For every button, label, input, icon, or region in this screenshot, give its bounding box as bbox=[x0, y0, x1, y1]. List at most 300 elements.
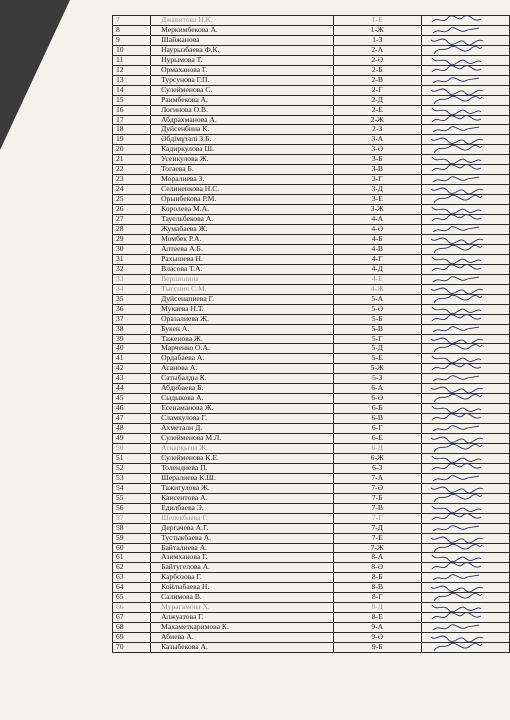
table-row bbox=[113, 135, 510, 145]
teacher-name: Мурагамова Х. bbox=[151, 603, 333, 613]
signature-cell bbox=[421, 16, 509, 26]
class-code: 5-Б bbox=[333, 314, 421, 324]
table-row bbox=[113, 503, 510, 513]
class-code: 3-Г bbox=[333, 175, 421, 185]
row-number: 42 bbox=[113, 364, 151, 374]
row-number: 54 bbox=[113, 483, 151, 493]
handwritten-signature bbox=[430, 354, 485, 364]
handwritten-signature bbox=[430, 215, 485, 225]
teacher-name: Дуйсенапиева Г. bbox=[151, 294, 333, 304]
handwritten-signature bbox=[430, 145, 485, 155]
signature-cell bbox=[421, 533, 509, 543]
signature-cell bbox=[421, 175, 509, 185]
class-code: 2-В bbox=[333, 75, 421, 85]
handwritten-signature bbox=[430, 503, 485, 513]
handwritten-signature bbox=[430, 125, 485, 135]
row-number: 8 bbox=[113, 25, 151, 35]
class-code: 6-Ә bbox=[333, 394, 421, 404]
teacher-name: Абдрахманова А. bbox=[151, 115, 333, 125]
teacher-name: Азимханова Г. bbox=[151, 553, 333, 563]
teacher-name: Шералиева К.Ш. bbox=[151, 473, 333, 483]
class-code: 2-Е bbox=[333, 105, 421, 115]
handwritten-signature bbox=[430, 314, 485, 324]
handwritten-signature bbox=[430, 364, 485, 374]
teacher-name: Шайжанова bbox=[151, 35, 333, 45]
class-code: 2-Г bbox=[333, 85, 421, 95]
signature-cell bbox=[421, 453, 509, 463]
signature-cell bbox=[421, 254, 509, 264]
signature-cell bbox=[421, 45, 509, 55]
teacher-name: Махаметкаримова К. bbox=[151, 623, 333, 633]
signature-cell bbox=[421, 613, 509, 623]
teacher-name: Джавитова Н.К. bbox=[151, 16, 333, 26]
row-number: 23 bbox=[113, 175, 151, 185]
row-number: 62 bbox=[113, 563, 151, 573]
signature-cell bbox=[421, 563, 509, 573]
table-row bbox=[113, 105, 510, 115]
teacher-name: Байтугелова А. bbox=[151, 563, 333, 573]
table-row bbox=[113, 414, 510, 424]
teacher-name: Букен А. bbox=[151, 324, 333, 334]
class-code: 5-З bbox=[333, 374, 421, 384]
teacher-name: Жумабаева Ж. bbox=[151, 225, 333, 235]
class-code: 7-Ж bbox=[333, 543, 421, 553]
handwritten-signature bbox=[430, 493, 485, 503]
row-number: 21 bbox=[113, 155, 151, 165]
class-code: 7-В bbox=[333, 503, 421, 513]
table-row bbox=[113, 95, 510, 105]
table-row bbox=[113, 35, 510, 45]
row-number: 48 bbox=[113, 424, 151, 434]
class-code: 6-Г bbox=[333, 424, 421, 434]
class-code: 6-А bbox=[333, 384, 421, 394]
class-code: 1-Е bbox=[333, 16, 421, 26]
teacher-name: Абдибаева Б. bbox=[151, 384, 333, 394]
signature-cell bbox=[421, 284, 509, 294]
signature-cell bbox=[421, 135, 509, 145]
teacher-name: Шепекбаева Г. bbox=[151, 513, 333, 523]
handwritten-signature bbox=[430, 463, 485, 473]
table-row bbox=[113, 434, 510, 444]
class-code: 4-Ж bbox=[333, 284, 421, 294]
row-number: 15 bbox=[113, 95, 151, 105]
class-code: 5-В bbox=[333, 324, 421, 334]
row-number: 70 bbox=[113, 643, 151, 653]
handwritten-signature bbox=[430, 135, 485, 145]
signature-cell bbox=[421, 583, 509, 593]
teacher-name: Моралиева З. bbox=[151, 175, 333, 185]
handwritten-signature bbox=[430, 344, 485, 354]
teacher-name: Оразалиева Ж. bbox=[151, 314, 333, 324]
handwritten-signature bbox=[430, 473, 485, 483]
row-number: 39 bbox=[113, 334, 151, 344]
signature-cell bbox=[421, 434, 509, 444]
teacher-name: Толендиева П. bbox=[151, 463, 333, 473]
class-code: 8-А bbox=[333, 553, 421, 563]
teacher-name: Есенаманова Ж. bbox=[151, 404, 333, 414]
handwritten-signature bbox=[430, 234, 485, 244]
class-code: 3-Е bbox=[333, 195, 421, 205]
row-number: 52 bbox=[113, 463, 151, 473]
class-code: 4-В bbox=[333, 244, 421, 254]
table-row bbox=[113, 533, 510, 543]
handwritten-signature bbox=[430, 553, 485, 563]
class-code: 3-Д bbox=[333, 185, 421, 195]
table-row bbox=[113, 513, 510, 523]
class-code: 1-З bbox=[333, 35, 421, 45]
table-row bbox=[113, 324, 510, 334]
handwritten-signature bbox=[430, 115, 485, 125]
class-code: 4-А bbox=[333, 215, 421, 225]
handwritten-signature bbox=[430, 543, 485, 553]
row-number: 53 bbox=[113, 473, 151, 483]
class-code: 8-В bbox=[333, 583, 421, 593]
handwritten-signature bbox=[430, 603, 485, 613]
table-row bbox=[113, 185, 510, 195]
class-code: 6-З bbox=[333, 463, 421, 473]
table-row bbox=[113, 633, 510, 643]
table-row bbox=[113, 483, 510, 493]
class-code: 6-Е bbox=[333, 434, 421, 444]
handwritten-signature bbox=[430, 613, 485, 623]
signature-cell bbox=[421, 155, 509, 165]
row-number: 56 bbox=[113, 503, 151, 513]
signature-cell bbox=[421, 593, 509, 603]
signature-cell bbox=[421, 404, 509, 414]
row-number: 55 bbox=[113, 493, 151, 503]
signature-cell bbox=[421, 493, 509, 503]
table-row bbox=[113, 304, 510, 314]
row-number: 67 bbox=[113, 613, 151, 623]
teacher-name: Койлыбаева Н. bbox=[151, 583, 333, 593]
class-code: 2-Д bbox=[333, 95, 421, 105]
teacher-name: Карбозова Г. bbox=[151, 573, 333, 583]
handwritten-signature bbox=[430, 254, 485, 264]
row-number: 13 bbox=[113, 75, 151, 85]
teacher-name: Кадиркулова Ш. bbox=[151, 145, 333, 155]
handwritten-signature bbox=[430, 185, 485, 195]
handwritten-signature bbox=[430, 175, 485, 185]
handwritten-signature bbox=[430, 623, 485, 633]
row-number: 29 bbox=[113, 234, 151, 244]
class-code: 5-Е bbox=[333, 354, 421, 364]
teacher-name: Сулейменова К.Е. bbox=[151, 453, 333, 463]
table-row bbox=[113, 473, 510, 483]
class-code: 8-Г bbox=[333, 593, 421, 603]
table-row bbox=[113, 274, 510, 284]
signature-cell bbox=[421, 185, 509, 195]
class-code: 4-Б bbox=[333, 234, 421, 244]
table-row bbox=[113, 394, 510, 404]
row-number: 69 bbox=[113, 633, 151, 643]
row-number: 40 bbox=[113, 344, 151, 354]
table-row bbox=[113, 244, 510, 254]
handwritten-signature bbox=[430, 85, 485, 95]
row-number: 9 bbox=[113, 35, 151, 45]
table-row bbox=[113, 603, 510, 613]
row-number: 68 bbox=[113, 623, 151, 633]
signature-cell bbox=[421, 55, 509, 65]
teacher-name: Кансеитова А. bbox=[151, 493, 333, 503]
row-number: 49 bbox=[113, 434, 151, 444]
handwritten-signature bbox=[430, 55, 485, 65]
handwritten-signature bbox=[430, 274, 485, 284]
class-code: 6-Ж bbox=[333, 453, 421, 463]
teacher-name: Логинова О.В. bbox=[151, 105, 333, 115]
class-code: 5-Д bbox=[333, 344, 421, 354]
table-row bbox=[113, 374, 510, 384]
handwritten-signature bbox=[430, 205, 485, 215]
handwritten-signature bbox=[430, 155, 485, 165]
class-code: 7-Ә bbox=[333, 483, 421, 493]
class-code: 9-Ә bbox=[333, 633, 421, 643]
row-number: 16 bbox=[113, 105, 151, 115]
signature-cell bbox=[421, 125, 509, 135]
handwritten-signature bbox=[430, 324, 485, 334]
signature-cell bbox=[421, 274, 509, 284]
row-number: 27 bbox=[113, 215, 151, 225]
table-row bbox=[113, 404, 510, 414]
handwritten-signature bbox=[430, 284, 485, 294]
teacher-name: Сыдыкова А. bbox=[151, 394, 333, 404]
table-row bbox=[113, 294, 510, 304]
signature-cell bbox=[421, 424, 509, 434]
row-number: 51 bbox=[113, 453, 151, 463]
handwritten-signature bbox=[430, 334, 485, 344]
class-code: 5-Ж bbox=[333, 364, 421, 374]
handwritten-signature bbox=[430, 195, 485, 205]
teacher-name: Тысснич С.М. bbox=[151, 284, 333, 294]
signature-cell bbox=[421, 85, 509, 95]
table-row bbox=[113, 145, 510, 155]
signature-cell bbox=[421, 225, 509, 235]
handwritten-signature bbox=[430, 95, 485, 105]
row-number: 50 bbox=[113, 443, 151, 453]
teacher-name: Салимова В. bbox=[151, 593, 333, 603]
handwritten-signature bbox=[430, 384, 485, 394]
handwritten-signature bbox=[430, 394, 485, 404]
roster-body bbox=[113, 16, 510, 653]
class-code: 8-Е bbox=[333, 613, 421, 623]
teacher-name: Абиева А. bbox=[151, 633, 333, 643]
row-number: 20 bbox=[113, 145, 151, 155]
row-number: 30 bbox=[113, 244, 151, 254]
handwritten-signature bbox=[430, 573, 485, 583]
row-number: 63 bbox=[113, 573, 151, 583]
signature-cell bbox=[421, 334, 509, 344]
signature-cell bbox=[421, 384, 509, 394]
class-code: 6-В bbox=[333, 414, 421, 424]
row-number: 45 bbox=[113, 394, 151, 404]
teacher-name: Наурызбаева Ф.К. bbox=[151, 45, 333, 55]
signature-cell bbox=[421, 65, 509, 75]
table-row bbox=[113, 384, 510, 394]
table-row bbox=[113, 543, 510, 553]
handwritten-signature bbox=[430, 583, 485, 593]
table-row bbox=[113, 344, 510, 354]
row-number: 19 bbox=[113, 135, 151, 145]
handwritten-signature bbox=[430, 225, 485, 235]
class-code: 4-Е bbox=[333, 274, 421, 284]
table-row bbox=[113, 75, 510, 85]
handwritten-signature bbox=[430, 244, 485, 254]
class-code: 5-А bbox=[333, 294, 421, 304]
handwritten-signature bbox=[430, 483, 485, 493]
row-number: 22 bbox=[113, 165, 151, 175]
signature-cell bbox=[421, 463, 509, 473]
row-number: 66 bbox=[113, 603, 151, 613]
class-code: 6-Б bbox=[333, 404, 421, 414]
signature-cell bbox=[421, 314, 509, 324]
teacher-name: Марченко О.А. bbox=[151, 344, 333, 354]
row-number: 43 bbox=[113, 374, 151, 384]
table-row bbox=[113, 225, 510, 235]
teacher-name: Сламкулова Г. bbox=[151, 414, 333, 424]
class-code: 2-Ж bbox=[333, 115, 421, 125]
table-row bbox=[113, 613, 510, 623]
handwritten-signature bbox=[430, 16, 485, 26]
teacher-name: Сулейменова С. bbox=[151, 85, 333, 95]
teacher-name: Тауельбекова А. bbox=[151, 215, 333, 225]
handwritten-signature bbox=[430, 75, 485, 85]
signature-cell bbox=[421, 244, 509, 254]
signature-cell bbox=[421, 264, 509, 274]
row-number: 44 bbox=[113, 384, 151, 394]
teacher-name: Власова Т.А. bbox=[151, 264, 333, 274]
teacher-name: Ордабаева А. bbox=[151, 354, 333, 364]
table-row bbox=[113, 593, 510, 603]
row-number: 35 bbox=[113, 294, 151, 304]
row-number: 65 bbox=[113, 593, 151, 603]
table-row bbox=[113, 155, 510, 165]
signature-cell bbox=[421, 294, 509, 304]
handwritten-signature bbox=[430, 264, 485, 274]
teacher-name: Момбек Р.А. bbox=[151, 234, 333, 244]
row-number: 10 bbox=[113, 45, 151, 55]
table-row bbox=[113, 115, 510, 125]
handwritten-signature bbox=[430, 434, 485, 444]
class-code: 1-Ж bbox=[333, 25, 421, 35]
table-row bbox=[113, 443, 510, 453]
row-number: 60 bbox=[113, 543, 151, 553]
teacher-name: Нурымова Т. bbox=[151, 55, 333, 65]
table-row bbox=[113, 334, 510, 344]
roster-table bbox=[112, 15, 510, 653]
teacher-name: Дергачева А.Г. bbox=[151, 523, 333, 533]
table-row bbox=[113, 215, 510, 225]
signature-cell bbox=[421, 443, 509, 453]
table-row bbox=[113, 314, 510, 324]
teacher-name: Усенкулова Ж. bbox=[151, 155, 333, 165]
class-code: 3-В bbox=[333, 165, 421, 175]
teacher-name: Алтеева А.Б. bbox=[151, 244, 333, 254]
handwritten-signature bbox=[430, 424, 485, 434]
row-number: 26 bbox=[113, 205, 151, 215]
table-row bbox=[113, 643, 510, 653]
table-row bbox=[113, 165, 510, 175]
teacher-name: Казыбекова А. bbox=[151, 643, 333, 653]
handwritten-signature bbox=[430, 374, 485, 384]
row-number: 57 bbox=[113, 513, 151, 523]
handwritten-signature bbox=[430, 563, 485, 573]
signature-cell bbox=[421, 414, 509, 424]
scan-shadow-corner bbox=[0, 0, 70, 150]
class-code: 3-Ә bbox=[333, 145, 421, 155]
handwritten-signature bbox=[430, 513, 485, 523]
signature-cell bbox=[421, 394, 509, 404]
table-row bbox=[113, 16, 510, 26]
row-number: 41 bbox=[113, 354, 151, 364]
class-code: 3-Ж bbox=[333, 205, 421, 215]
row-number: 64 bbox=[113, 583, 151, 593]
row-number: 58 bbox=[113, 523, 151, 533]
teacher-name: Едилбаева Э. bbox=[151, 503, 333, 513]
table-row bbox=[113, 493, 510, 503]
handwritten-signature bbox=[430, 304, 485, 314]
handwritten-signature bbox=[430, 633, 485, 643]
signature-cell bbox=[421, 513, 509, 523]
teacher-name: Мукаева Н.Т. bbox=[151, 304, 333, 314]
table-row bbox=[113, 65, 510, 75]
class-code: 5-Ә bbox=[333, 304, 421, 314]
signature-cell bbox=[421, 473, 509, 483]
teacher-name: Турсунова Г.П. bbox=[151, 75, 333, 85]
class-code: 3-Б bbox=[333, 155, 421, 165]
row-number: 59 bbox=[113, 533, 151, 543]
table-row bbox=[113, 195, 510, 205]
table-row bbox=[113, 254, 510, 264]
signature-cell bbox=[421, 205, 509, 215]
signature-cell bbox=[421, 304, 509, 314]
teacher-name: Ормаханова Г. bbox=[151, 65, 333, 75]
signature-cell bbox=[421, 105, 509, 115]
teacher-name: Вершинина bbox=[151, 274, 333, 284]
teacher-name: Сатыбалды К. bbox=[151, 374, 333, 384]
signature-cell bbox=[421, 603, 509, 613]
class-code: 7-Д bbox=[333, 523, 421, 533]
class-code: 2-Ә bbox=[333, 55, 421, 65]
row-number: 25 bbox=[113, 195, 151, 205]
signature-cell bbox=[421, 145, 509, 155]
signature-cell bbox=[421, 523, 509, 533]
table-row bbox=[113, 284, 510, 294]
class-code: 6-Д bbox=[333, 443, 421, 453]
teacher-name: Дуйсенбина К. bbox=[151, 125, 333, 135]
class-code: 3-А bbox=[333, 135, 421, 145]
teacher-name: Королева М.А. bbox=[151, 205, 333, 215]
table-row bbox=[113, 234, 510, 244]
teacher-name: Әбдімұтәлі З.Б. bbox=[151, 135, 333, 145]
table-row bbox=[113, 453, 510, 463]
row-number: 34 bbox=[113, 284, 151, 294]
teacher-name: Селиненкова Н.С. bbox=[151, 185, 333, 195]
signature-cell bbox=[421, 95, 509, 105]
handwritten-signature bbox=[430, 593, 485, 603]
class-code: 7-Б bbox=[333, 493, 421, 503]
row-number: 46 bbox=[113, 404, 151, 414]
signature-cell bbox=[421, 643, 509, 653]
handwritten-signature bbox=[430, 294, 485, 304]
signature-cell bbox=[421, 344, 509, 354]
row-number: 28 bbox=[113, 225, 151, 235]
signature-cell bbox=[421, 573, 509, 583]
signature-cell bbox=[421, 374, 509, 384]
row-number: 11 bbox=[113, 55, 151, 65]
class-code: 9-Б bbox=[333, 643, 421, 653]
row-number: 33 bbox=[113, 274, 151, 284]
teacher-name: Сулейменова М.Л. bbox=[151, 434, 333, 444]
row-number: 17 bbox=[113, 115, 151, 125]
